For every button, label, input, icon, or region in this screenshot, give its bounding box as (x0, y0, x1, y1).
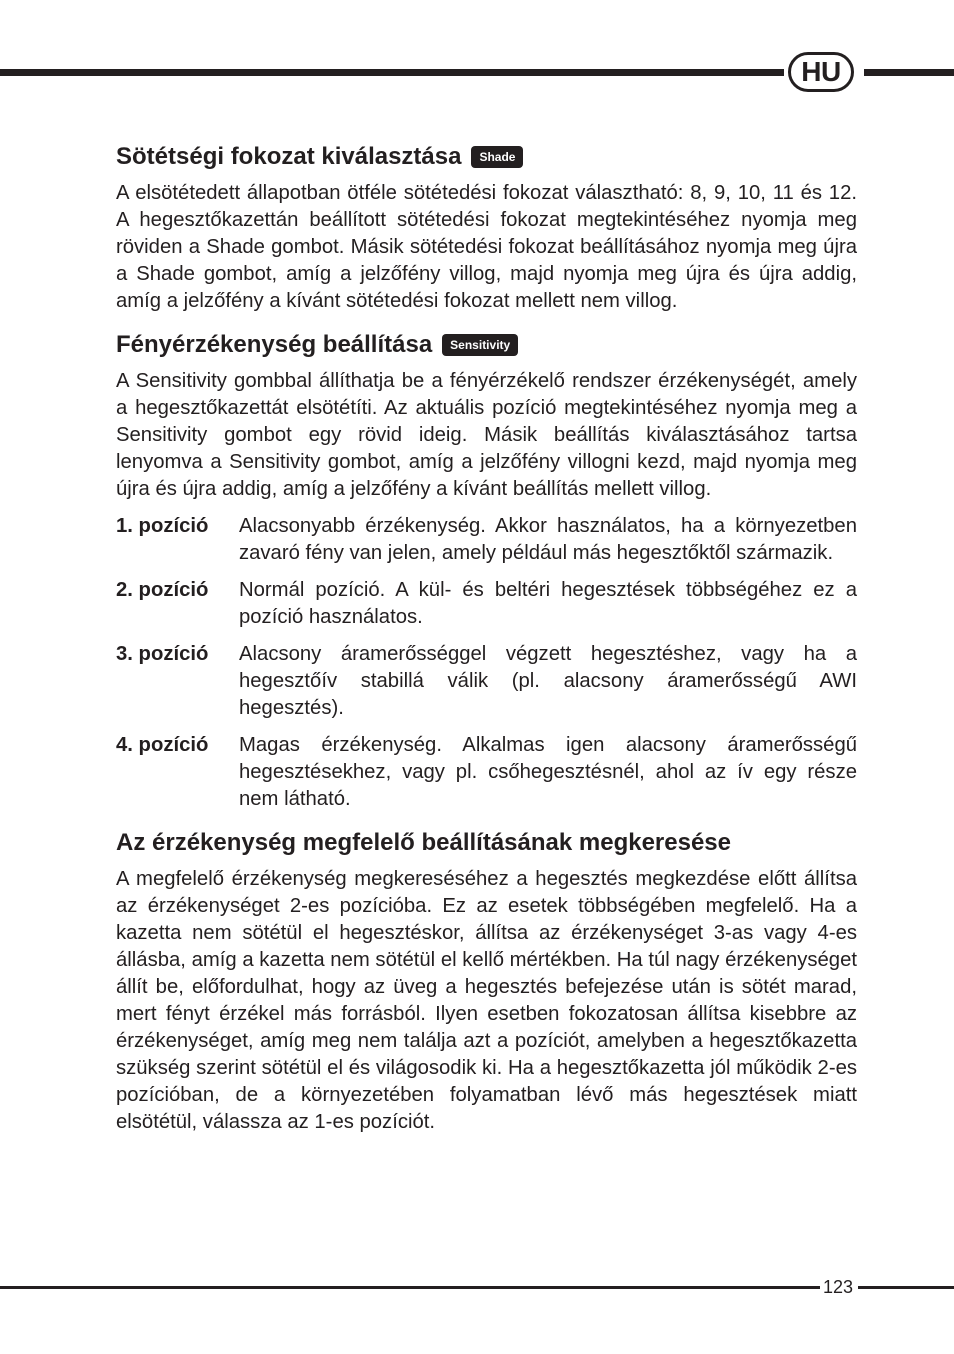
footer-rule-left (0, 1286, 820, 1289)
position-description: Magas érzékenység. Alkalmas igen alacsony áramerősségű hegesztésekhez, vagy pl. csőhegesztésnél, ahol az ív egy része nem látható. (239, 734, 857, 810)
shade-button-label: Shade (471, 146, 523, 168)
section-heading (116, 826, 857, 860)
header-rule-right (864, 69, 954, 76)
position-term: 3. pozíció (116, 643, 209, 665)
sensitivity-button-label: Sensitivity (442, 334, 518, 356)
position-item (116, 732, 857, 813)
position-item (116, 577, 857, 631)
section-body: A megfelelő érzékenység megkereséséhez a hegesztés megkezdése előtt állítsa az érzékenységet 2-es pozícióba. Ez az esetek többségében megfelelő. Ha a kazetta nem sötétül el hegesztéskor, állítsa az érzékenységet 3-as vagy 4-es állásba, amíg a kazetta nem sötétül el kellő mértékben. Ha túl nagy érzékenységet állít be, előfordulhat, hogy az üveg a hegesztés befejezése után is sötét marad, mert fényt érzékel más forrásból. Ilyen esetben fokozatosan állítsa kisebbre az érzékenységet, amíg meg nem találja azt a pozíciót, amelyben a hegesztőkazetta szükség szerint sötétül el és világosodik ki. Ha a hegesztőkazetta jól működik 2-es pozícióban, de a környezetében folyamatban lévő más hegesztések miatt elsötétül, válassza az 1-es pozíciót. (116, 868, 857, 1133)
section-sensitivity (116, 328, 857, 813)
section-body: A Sensitivity gombbal állíthatja be a fényérzékelő rendszer érzékenységét, amely a hegesztőkazettát elsötétíti. Az aktuális pozíció megtekintéséhez nyomja meg a Sensitivity gombot egy rövid ideig. Másik beállítás kiválasztásához tartsa lenyomva a Sensitivity gombot, amíg a jelzőfény villogni kezd, majd nyomja meg újra és újra addig, amíg a jelzőfény a kívánt beállítás mellett villog. (116, 370, 857, 500)
position-item (116, 641, 857, 722)
position-description: Alacsony áramerősséggel végzett hegesztéshez, vagy ha a hegesztőív stabillá válik (pl. alacsony áramerősségű AWI hegesztés). (239, 643, 857, 719)
position-description: Normál pozíció. A kül- és beltéri hegesztések többségéhez ez a pozíció használatos. (239, 579, 857, 628)
position-description: Alacsonyabb érzékenység. Akkor használatos, ha a környezetben zavaró fény van jelen, amely például más hegesztőktől származik. (239, 515, 857, 564)
section-title: Az érzékenység megfelelő beállításának megkeresése (116, 829, 731, 856)
section-title: Sötétségi fokozat kiválasztása (116, 143, 462, 170)
section-body: A elsötétedett állapotban ötféle sötétedési fokozat választható: 8, 9, 10, 11 és 12. A hegesztőkazettán beállított sötétedési fokozat megtekintéséhez nyomja meg röviden a Shade gombot. Másik sötétedési fokozat beállításához nyomja meg újra a Shade gombot, amíg a jelzőfény villog, majd nyomja meg újra és újra addig, amíg a jelzőfény a kívánt sötétedési fokozat mellett nem villog. (116, 182, 857, 312)
position-item (116, 513, 857, 567)
section-heading (116, 328, 857, 362)
position-term: 2. pozíció (116, 579, 209, 601)
section-title: Fényérzékenység beállítása (116, 331, 433, 358)
section-heading (116, 140, 857, 174)
section-finding-sensitivity (116, 826, 857, 1136)
position-list (116, 513, 857, 813)
page-number: 123 (823, 1277, 854, 1297)
page-content (116, 140, 857, 1149)
header-rule-left (0, 69, 784, 76)
footer-rule-right (858, 1286, 954, 1289)
position-term: 4. pozíció (116, 734, 209, 756)
language-badge: HU (788, 52, 854, 92)
section-shade (116, 140, 857, 315)
position-term: 1. pozíció (116, 515, 209, 537)
